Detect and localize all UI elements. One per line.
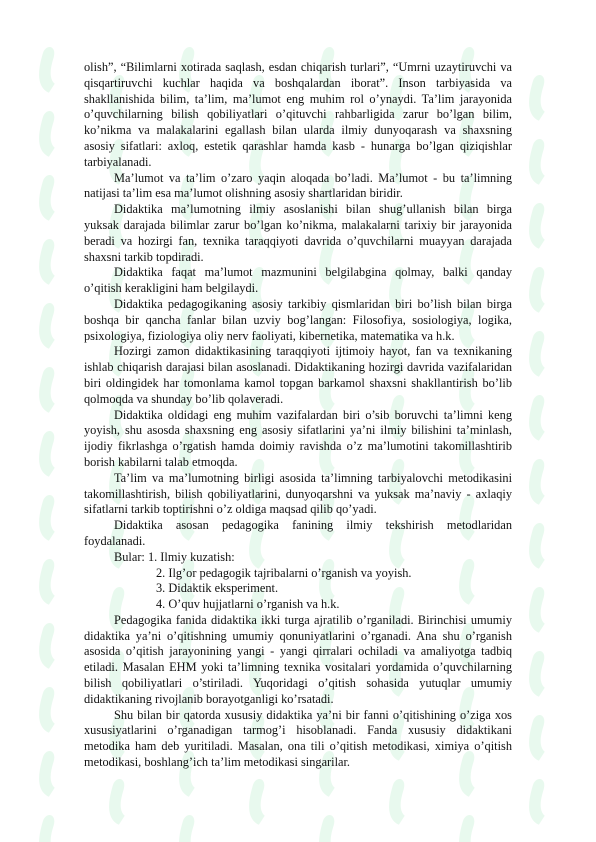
paragraph: Didaktika pedagogikaning asosiy tarkibiy qismlaridan biri bo’lish bilan birga boshqa bir qancha fanlar bilan uzviy bog’langan: Filosofiya, sosiologiya, logika, psixologiya, fiziologiya oliy nerv faoliyati, kibernetika, matematika va h.k. (84, 296, 512, 343)
watermark-glyph (25, 493, 72, 542)
watermark-glyph (95, 777, 142, 826)
watermark-glyph (515, 457, 562, 506)
paragraph: Hozirgi zamon didaktikasining taraqqiyoti ijtimoiy hayot, fan va texnikaning ishlab chiqarish darajasi bilan asoslanadi. Didaktikaning hozirgi davrida vazifalaridan biri oldingidek har tomonlama kamol topgan barkamol shaxsni shakllantirish bo’lib qolmoqda va shunday bo’lib qolaveradi. (84, 344, 512, 406)
watermark-glyph (515, 521, 562, 570)
list-item: 3. Didaktik eksperiment. (156, 581, 279, 596)
watermark-glyph (515, 585, 562, 634)
watermark-glyph (25, 45, 72, 94)
watermark-glyph (515, 777, 562, 826)
watermark-glyph (165, 813, 212, 842)
paragraph: Bular: 1. Ilmiy kuzatish: (114, 549, 235, 564)
watermark-glyph (515, 265, 562, 314)
paragraph: Ta’lim va ma’lumotning birligi asosida ta’limning tarbiyalovchi metodikasini takomillashtirish, bilish qobiliyatlarini, dunyoqarshni va yuksak ma’naviy - axlaqiy sifatlarni tarkib toptirishni o’z oldiga maqsad qilib qo’yadi. (84, 470, 512, 517)
paragraph: Didaktika asosan pedagogika fanining ilmiy tekshirish metodlaridan foydalanadi. (84, 518, 512, 548)
paragraph: Didaktika oldidagi eng muhim vazifalardan biri o’sib boruvchi ta’limni keng yoyish, shu asosda shaxsning eng asosiy sifatlarini ya’ni ilmiy bilishini ta’minlash, ijodiy fikrlashga o’rgatish hamda doimiy ravishda o’z ma’lumotini takomillashtirib borish kabilarni talab etmoqda. (84, 407, 512, 469)
watermark-glyph (515, 713, 562, 762)
watermark-glyph (25, 685, 72, 734)
watermark-glyph (25, 749, 72, 798)
watermark-glyph (25, 813, 72, 842)
watermark-glyph (515, 201, 562, 250)
watermark-glyph (515, 393, 562, 442)
paragraph: Shu bilan bir qatorda xususiy didaktika ya’ni bir fanni o’qitishining o’ziga xos xususiyatlarini o’rganadigan tarmog’i hisoblanadi. Fanda xususiy didaktikani metodika ham deb yuritiladi. Masalan, ona tili o’qitish metodikasi, ximiya o’qitish metodikasi, boshlang’ich ta’lim metodikasi singarilar. (84, 707, 512, 770)
watermark-glyph (445, 813, 492, 842)
paragraph: Didaktika faqat ma’lumot mazmunini belgilabgina qolmay, balki qanday o’qitish kerakligini ham belgilaydi. (84, 265, 512, 296)
list-item: 4. O’quv hujjatlarni o’rganish va h.k. (156, 597, 340, 612)
document-page (84, 60, 512, 771)
watermark-glyph (25, 365, 72, 414)
watermark-glyph (25, 301, 72, 350)
watermark-glyph (25, 557, 72, 606)
watermark-glyph (515, 329, 562, 378)
paragraph: Pedagogika fanida didaktika ikki turga ajratilib o’rganiladi. Birinchisi umumiy didaktika ya’ni o’qitishning umumiy qonuniyatlarini o’rganadi. Ana shu o’rganish asosida o’qitish jarayonining yangi - yangi qirralari ochiladi va amaliyotga tadbiq etiladi. Masalan EHM yoki ta’limning texnika vositalari yordamida o’quvchilarning bilish qobiliyatlari o’stiriladi. Yuqoridagi o’qitish sohasida yutuqlar umumiy didaktikaning rivojlanib borayotganligi ko’rsatadi. (84, 612, 512, 706)
paragraph: Didaktika ma’lumotning ilmiy asoslanishi bilan shug’ullanish bilan birga yuksak darajada bilimlar zarur bo’lgan ko’nikma, malakalarni tarixiy bir jarayonida beradi va hozirgi fan, texnika taraqqiyoti davrida o’quvchilarni muayyan darajada shaxsni tarkib topdiradi. (84, 202, 512, 264)
paragraph: Ma’lumot va ta’lim o’zaro yaqin aloqada bo’ladi. Ma’lumot - bu ta’limning natijasi ta’lim esa ma’lumot olishning asosiy shartlaridan biridir. (84, 170, 512, 201)
watermark-glyph (25, 109, 72, 158)
watermark-glyph (25, 621, 72, 670)
watermark-glyph (25, 429, 72, 478)
watermark-glyph (515, 137, 562, 186)
watermark-glyph (515, 649, 562, 698)
watermark-glyph (305, 813, 352, 842)
watermark-glyph (25, 237, 72, 286)
watermark-glyph (375, 777, 422, 826)
paragraph: olish”, “Bilimlarni xotirada saqlash, esdan chiqarish turlari”, “Umrni uzaytiruvchi va qisqartiruvchi kuchlar haqida va boshqalardan iborat”. Inson tarbiyasida va shakllanishida bilim, ta’lim, ma’lumot eng muhim rol o’ynaydi. Ta’lim jarayonida o’quvchilarning bilish qobiliyatlari o’qituvchi rahbarligida zarur bo’lgan bilim, ko’nikma va malakalarini egallash bilan ularda ilmiy dunyoqarash va shaxsning asosiy sifatlari: axloq, estetik qarashlar hamda kasb - hunarga bo’lgan qiziqishlar tarbiyalanadi. (84, 60, 512, 169)
watermark-glyph (235, 777, 282, 826)
watermark-glyph (25, 173, 72, 222)
watermark-glyph (515, 73, 562, 122)
list-item: 2. Ilg’or pedagogik tajribalarni o’rganish va yoyish. (156, 565, 412, 580)
